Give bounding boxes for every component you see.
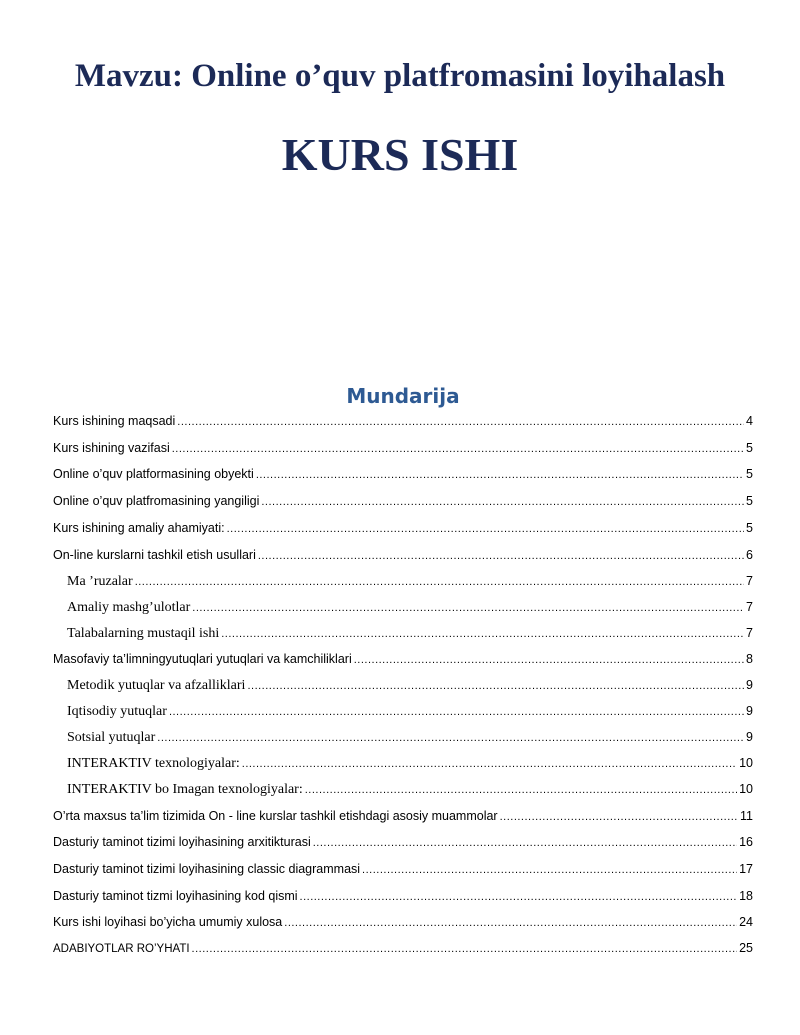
- toc-entry[interactable]: [53, 521, 753, 541]
- toc-entry-title: Online o’quv platfromasining yangiligi: [53, 494, 260, 508]
- toc-dot-leader: [362, 864, 737, 876]
- toc-entry-page: 5: [746, 521, 753, 535]
- toc-dot-leader: [227, 523, 744, 535]
- document-type-title: KURS ISHI: [281, 129, 519, 180]
- toc-entry-page: 11: [740, 809, 753, 823]
- toc-entry-title: Kurs ishining amaliy ahamiyati:: [53, 521, 225, 535]
- toc-entry-page: 24: [739, 915, 753, 929]
- toc-entry-page: 6: [746, 548, 753, 562]
- toc-entry-page: 5: [746, 494, 753, 508]
- toc-entry-title: Sotsial yutuqlar: [67, 730, 156, 745]
- toc-entry-title: Metodik yutuqlar va afzalliklari: [67, 678, 246, 693]
- toc-subentry[interactable]: [67, 782, 753, 802]
- toc-entry-page: 7: [746, 574, 753, 588]
- toc-entry-title: Amaliy mashg’ulotlar: [67, 600, 191, 615]
- toc-dot-leader: [500, 811, 738, 823]
- toc-entry[interactable]: [53, 809, 753, 829]
- toc-dot-leader: [313, 837, 737, 849]
- toc-entry-title: Talabalarning mustaqil ishi: [67, 626, 220, 641]
- toc-entry-page: 16: [739, 835, 753, 849]
- toc-subentry[interactable]: [67, 730, 753, 750]
- toc-entry-title: Kurs ishining vazifasi: [53, 441, 170, 455]
- toc-entry-title: On-line kurslarni tashkil etish usullari: [53, 548, 256, 562]
- toc-dot-leader: [169, 706, 744, 718]
- toc-dot-leader: [256, 469, 744, 481]
- toc-entry-title: Online o’quv platformasining obyekti: [53, 467, 254, 481]
- toc-entry[interactable]: [53, 835, 753, 855]
- toc-dot-leader: [177, 416, 744, 428]
- toc-entry-title: Dasturiy taminot tizmi loyihasining kod qismi: [53, 889, 298, 903]
- toc-entry-title: Kurs ishi loyihasi bo’yicha umumiy xulosa: [53, 915, 283, 929]
- toc-entry-page: 9: [746, 704, 753, 718]
- toc-dot-leader: [157, 732, 744, 744]
- toc-entry-title: INTERAKTIV texnologiyalar:: [67, 756, 240, 771]
- toc-entry-page: 18: [739, 889, 753, 903]
- toc-entry[interactable]: [53, 652, 753, 672]
- toc-entry[interactable]: [53, 467, 753, 487]
- toc-subentry[interactable]: [67, 574, 753, 594]
- toc-entry[interactable]: [53, 548, 753, 568]
- toc-entry-title: Dasturiy taminot tizimi loyihasining classic diagrammasi: [53, 862, 361, 876]
- topic-title: Mavzu: Online o’quv platfromasini loyihalash: [74, 58, 726, 94]
- toc-entry-title: Masofaviy ta’limningyutuqlari yutuqlari va kamchiliklari: [53, 652, 352, 666]
- toc-entry-title: INTERAKTIV bo Imagan texnologiyalar:: [67, 782, 303, 797]
- toc-dot-leader: [354, 654, 744, 666]
- toc-entry[interactable]: [53, 441, 753, 461]
- toc-entry-page: 7: [746, 626, 753, 640]
- toc-dot-leader: [221, 628, 744, 640]
- toc-entry-page: 9: [746, 730, 753, 744]
- toc-entry[interactable]: [53, 889, 753, 909]
- toc-entry-title: Kurs ishining maqsadi: [53, 414, 176, 428]
- toc-entry-title: Ma ’ruzalar: [67, 574, 133, 589]
- toc-subentry[interactable]: [67, 756, 753, 776]
- toc-entry-page: 9: [746, 678, 753, 692]
- toc-entry-page: 5: [746, 441, 753, 455]
- toc-entry[interactable]: [53, 941, 753, 961]
- toc-entry[interactable]: [53, 494, 753, 514]
- toc-entry-title: ADABIYOTLAR RO’YHATI: [53, 943, 190, 955]
- toc-entry-page: 4: [746, 414, 753, 428]
- toc-dot-leader: [258, 550, 744, 562]
- toc-subentry[interactable]: [67, 600, 753, 620]
- toc-dot-leader: [284, 917, 737, 929]
- toc-dot-leader: [192, 602, 744, 614]
- toc-dot-leader: [305, 784, 737, 796]
- toc-entry[interactable]: [53, 915, 753, 935]
- toc-entry-page: 8: [746, 652, 753, 666]
- toc-dot-leader: [172, 443, 744, 455]
- toc-dot-leader: [300, 891, 738, 903]
- toc-entry-page: 10: [739, 782, 753, 796]
- toc-entry-page: 7: [746, 600, 753, 614]
- toc-entry[interactable]: [53, 414, 753, 434]
- toc-subentry[interactable]: [67, 626, 753, 646]
- toc-entry-page: 5: [746, 467, 753, 481]
- toc-entry-page: 17: [739, 862, 753, 876]
- toc-dot-leader: [192, 943, 738, 955]
- toc-entry-title: Dasturiy taminot tizimi loyihasining arxitikturasi: [53, 835, 311, 849]
- toc-entry-page: 10: [739, 756, 753, 770]
- toc-dot-leader: [242, 758, 737, 770]
- toc-dot-leader: [135, 576, 744, 588]
- toc-heading: Mundarija: [346, 384, 460, 408]
- toc-entry[interactable]: [53, 862, 753, 882]
- toc-dot-leader: [261, 496, 744, 508]
- toc-entry-title: O’rta maxsus ta’lim tizimida On - line kurslar tashkil etishdagi asosiy muammolar: [53, 809, 498, 823]
- toc-subentry[interactable]: [67, 704, 753, 724]
- toc-subentry[interactable]: [67, 678, 753, 698]
- toc-entry-title: Iqtisodiy yutuqlar: [67, 704, 167, 719]
- toc-entry-page: 25: [739, 941, 753, 955]
- toc-dot-leader: [247, 680, 744, 692]
